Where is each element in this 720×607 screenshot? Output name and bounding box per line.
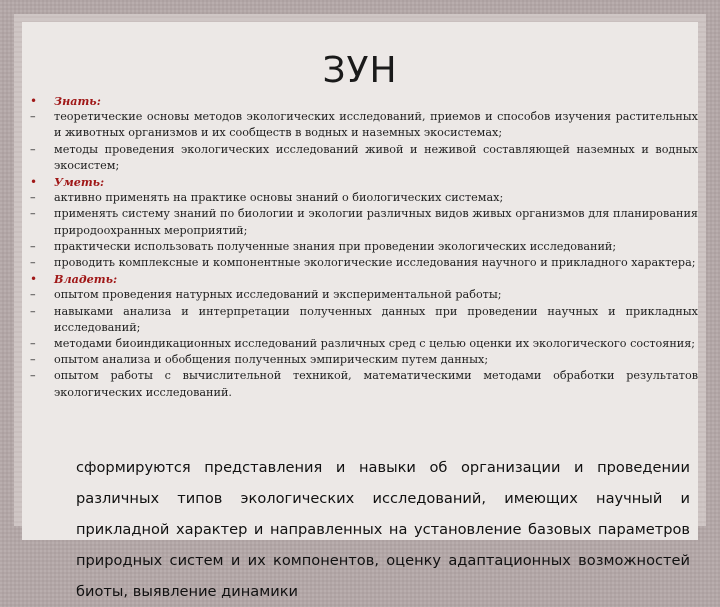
dash-marker: – xyxy=(30,191,36,205)
list-item-text: применять систему знаний по биологии и экологии различных видов живых организмов для планирования природоохранных мероприятий; xyxy=(54,207,698,237)
list-item xyxy=(28,287,698,303)
section-heading: Знать: xyxy=(54,94,101,108)
dash-marker: – xyxy=(30,288,36,302)
list-item-text: методы проведения экологических исследований живой и неживой составляющей наземных и водных экосистем; xyxy=(54,142,698,172)
list-item xyxy=(28,304,698,336)
list-item-text: опытом проведения натурных исследований и экспериментальной работы; xyxy=(54,288,502,302)
list-item xyxy=(28,142,698,174)
list-item-possess-heading xyxy=(28,271,698,287)
list-item xyxy=(28,239,698,255)
list-item-text: теоретические основы методов экологических исследований, приемов и способов изучения растительных и животных организмов и их сообществ в водных и наземных экосистемах; xyxy=(54,110,698,140)
list-item-know-heading xyxy=(28,93,698,109)
slide-paper xyxy=(22,22,698,600)
list-item-skill-heading xyxy=(28,174,698,190)
summary-paragraph: сформируются представления и навыки об организации и проведении различных типов экологических исследований, имеющих научный и прикладной характер и направленных на установление базовых параметров природных систем и их компонентов, оценку адаптационных возможностей биоты, выявление динамики xyxy=(76,459,690,600)
list-item xyxy=(28,190,698,206)
list-item xyxy=(28,255,698,271)
list-item-text: опытом анализа и обобщения полученных эмпирическим путем данных; xyxy=(54,353,489,367)
list-item-text: практически использовать полученные знания при проведении экологических исследований; xyxy=(54,239,617,253)
dash-marker: – xyxy=(30,369,36,383)
list-item xyxy=(28,336,698,352)
list-item-text: опытом работы с вычислительной техникой, математическими методами обработки результатов экологических исследований. xyxy=(54,369,698,399)
dash-marker: – xyxy=(30,142,36,156)
section-heading: Владеть: xyxy=(54,272,118,287)
dash-marker: – xyxy=(30,207,36,221)
list-item-text: методами биоиндикационных исследований различных сред с целью оценки их экологического состояния; xyxy=(54,337,696,351)
list-item xyxy=(28,368,698,400)
bullet-marker: • xyxy=(30,94,38,108)
list-item xyxy=(28,352,698,368)
dash-marker: – xyxy=(30,256,36,270)
slide-title: ЗУН xyxy=(322,50,398,91)
competency-list xyxy=(28,93,698,401)
list-item-text: навыками анализа и интерпретации полученных данных при проведении научных и прикладных исследований; xyxy=(54,304,698,334)
list-item xyxy=(28,109,698,141)
list-item xyxy=(28,206,698,238)
dash-marker: – xyxy=(30,337,36,351)
dash-marker: – xyxy=(30,304,36,318)
dash-marker: – xyxy=(30,353,36,367)
dash-marker: – xyxy=(30,239,36,253)
bullet-marker: • xyxy=(30,175,38,190)
dash-marker: – xyxy=(30,110,36,124)
list-item-text: активно применять на практике основы знаний о биологических системах; xyxy=(54,191,504,205)
bullet-marker: • xyxy=(30,272,38,287)
section-heading: Уметь: xyxy=(54,175,105,190)
list-item-text: проводить комплексные и компонентные экологические исследования научного и прикладного характера; xyxy=(54,256,696,270)
